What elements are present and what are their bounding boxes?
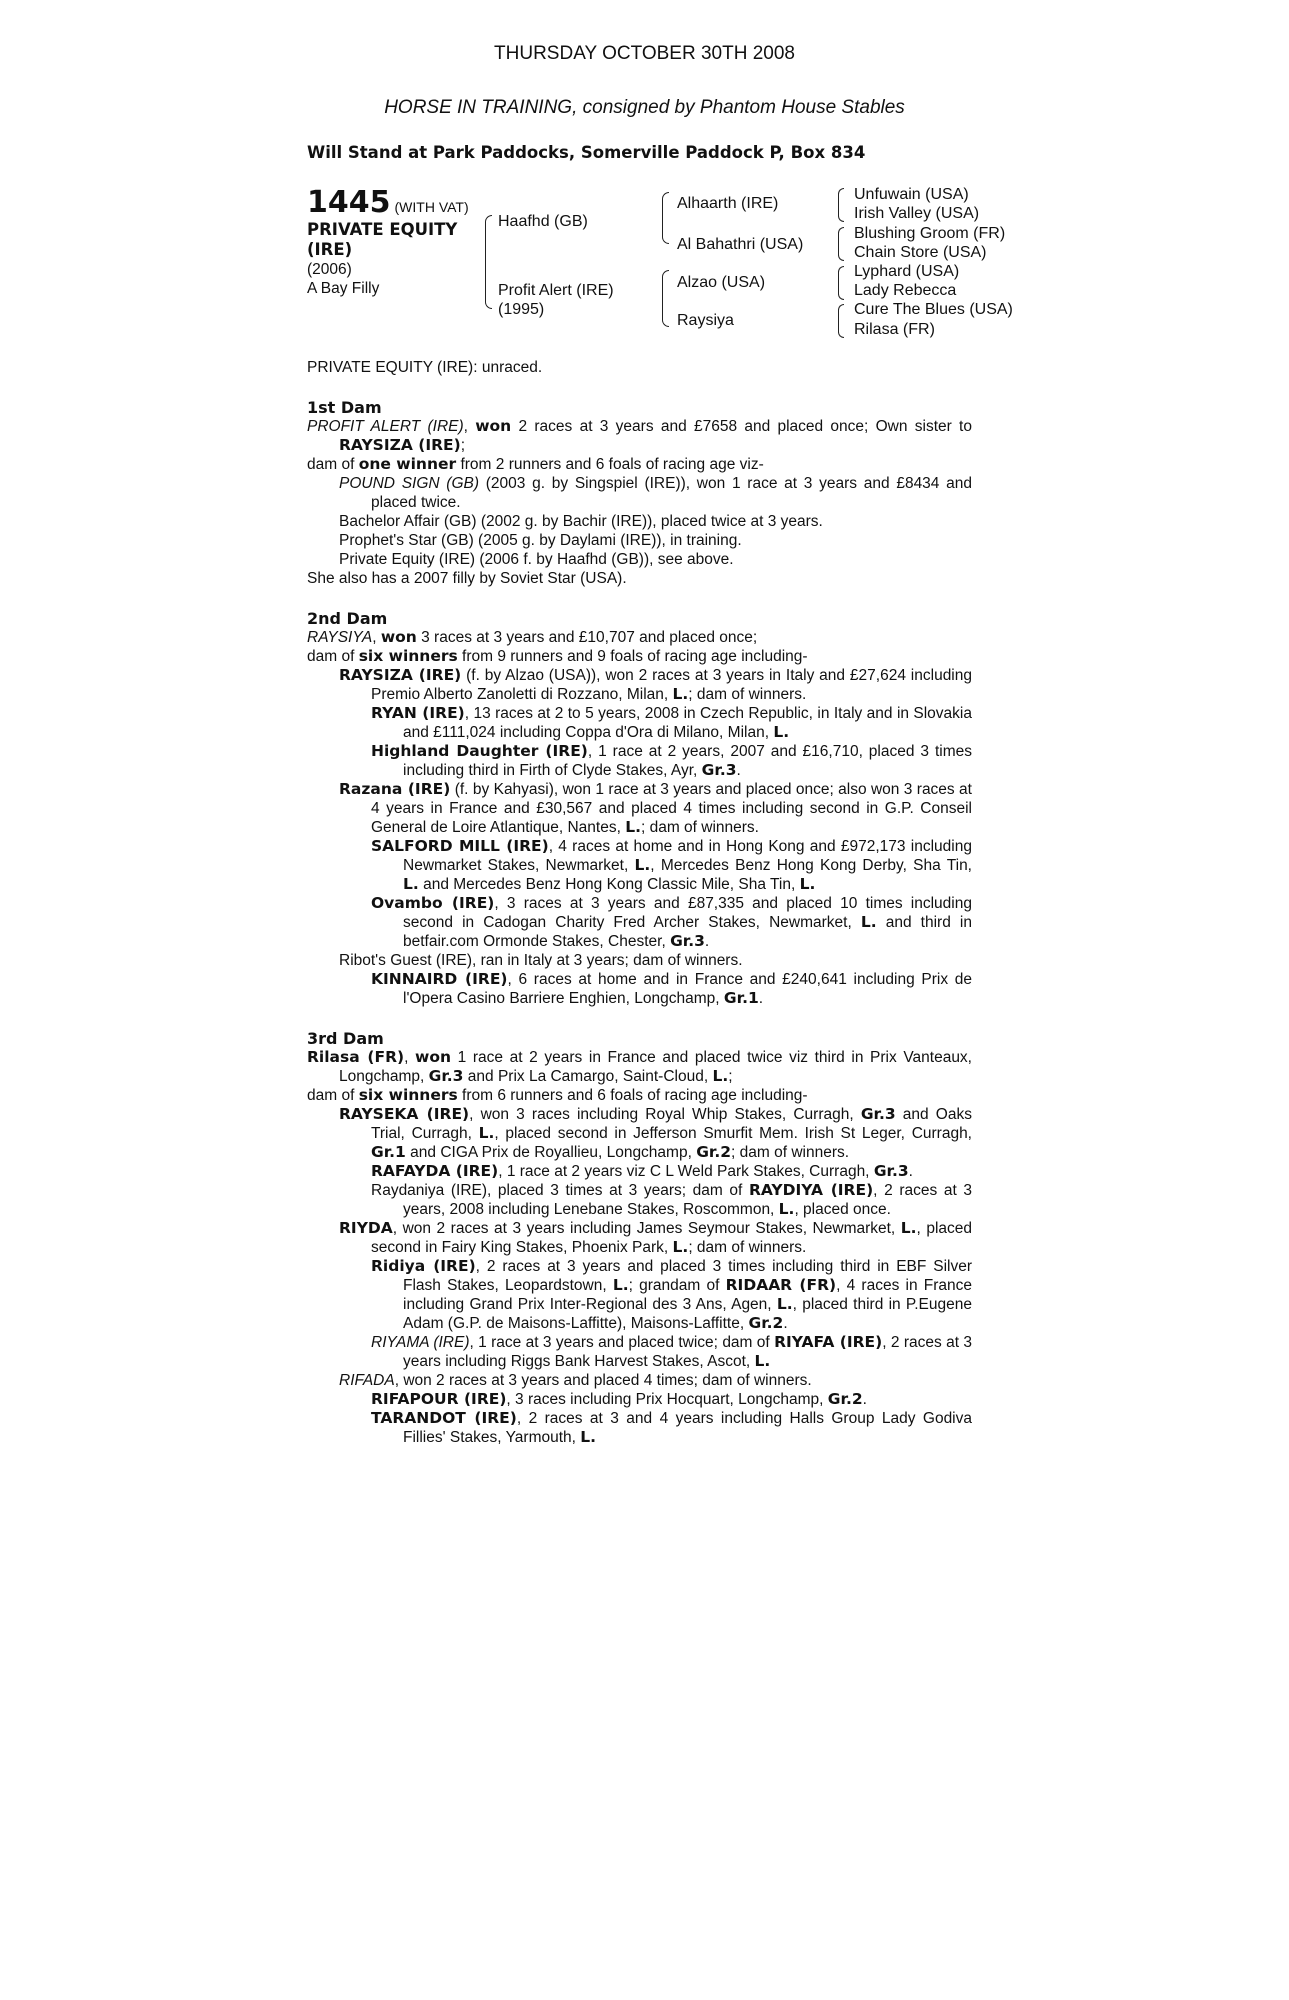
second-dam-summary: RAYSIYA, won 3 races at 3 years and £10,707 and placed once; [307, 628, 758, 646]
bracket-g56 [838, 266, 844, 300]
race-record: PRIVATE EQUITY (IRE): unraced. [307, 359, 543, 376]
second-dam-heading: 2nd Dam [307, 609, 388, 628]
lot-vat: (WITH VAT) [394, 199, 469, 215]
second-dam-grandfoal: SALFORD MILL (IRE), 4 races at home and in Hong Kong and £972,173 including Newmarket Stakes, Newmarket, L., Mercedes Benz Hong Kong Derby, Sha Tin, L. and Mercedes Benz Hong Kong Classic Mile, Sha Tin, L. [371, 837, 972, 893]
ancestor-6: Lady Rebecca [854, 282, 957, 299]
dam-dam: Raysiya [677, 312, 734, 329]
second-dam-foal: Ribot's Guest (IRE), ran in Italy at 3 years; dam of winners. [339, 952, 743, 969]
third-dam-grandfoal: RIYAMA (IRE), 1 race at 3 years and placed twice; dam of RIYAFA (IRE), 2 races at 3 years including Riggs Bank Harvest Stakes, Ascot, L. [371, 1333, 972, 1370]
third-dam-grandfoal: TARANDOT (IRE), 2 races at 3 and 4 years including Halls Group Lady Godiva Fillies' Stakes, Yarmouth, L. [371, 1409, 973, 1446]
first-dam-foal: Private Equity (IRE) (2006 f. by Haafhd (GB)), see above. [339, 551, 734, 568]
dam-year: (1995) [498, 301, 545, 318]
second-dam-foal: Razana (IRE) (f. by Kahyasi), won 1 race at 3 years and placed once; also won 3 races at 4 years in France and £30,567 and placed 4 times including second in G.P. Conseil General de Loire Atlantique, Nantes, L.; dam of winners. [339, 780, 972, 836]
bracket-g34 [838, 227, 844, 261]
first-dam-foal: Bachelor Affair (GB) (2002 g. by Bachir (IRE)), placed twice at 3 years. [339, 513, 823, 530]
first-dam-foal: Prophet's Star (GB) (2005 g. by Daylami (IRE)), in training. [339, 532, 742, 549]
third-dam-summary: Rilasa (FR), won 1 race at 2 years in France and placed twice viz third in Prix Vanteaux, Longchamp, Gr.3 and Prix La Camargo, Saint-Cloud, L.; [307, 1048, 972, 1085]
horse-description: A Bay Filly [307, 280, 380, 297]
second-dam-grandfoal: RYAN (IRE), 13 races at 2 to 5 years, 2008 in Czech Republic, in Italy and in Slovakia and £111,024 including Coppa d'Ora di Milano, Milan, L. [371, 704, 972, 741]
third-dam-foal: RIFADA, won 2 races at 3 years and placed 4 times; dam of winners. [339, 1372, 812, 1389]
dam-sire: Alzao (USA) [677, 274, 766, 291]
third-dam-grandfoal: Raydaniya (IRE), placed 3 times at 3 years; dam of RAYDIYA (IRE), 2 races at 3 years, 2008 including Lenebane Stakes, Roscommon, L., placed once. [371, 1181, 972, 1218]
pedigree-notes [307, 358, 972, 1447]
third-dam-grandfoal: RIFAPOUR (IRE), 3 races including Prix Hocquart, Longchamp, Gr.2. [371, 1390, 867, 1408]
foaling-year: (2006) [307, 261, 352, 278]
first-dam-heading: 1st Dam [307, 398, 382, 417]
ancestor-4: Chain Store (USA) [854, 244, 987, 261]
consignment-line: HORSE IN TRAINING, consigned by Phantom House Stables [384, 97, 905, 118]
second-dam-grandfoal: Ovambo (IRE), 3 races at 3 years and £87,335 and placed 10 times including second in Cadogan Charity Fred Archer Stakes, Newmarket, L. and third in betfair.com Ormonde Stakes, Chester, Gr.3. [371, 894, 972, 950]
second-dam-foal: RAYSIZA (IRE) (f. by Alzao (USA)), won 2 races at 3 years in Italy and £27,624 including Premio Alberto Zanoletti di Rozzano, Milan, L.; dam of winners. [339, 666, 972, 703]
dam: Profit Alert (IRE) [498, 282, 614, 299]
lot-number: 1445 [307, 185, 391, 220]
bracket-sire-line [662, 192, 669, 244]
stand-location: Will Stand at Park Paddocks, Somerville Paddock P, Box 834 [307, 143, 866, 162]
ancestor-7: Cure The Blues (USA) [854, 301, 1013, 318]
ancestor-2: Irish Valley (USA) [854, 205, 980, 222]
ancestor-8: Rilasa (FR) [854, 321, 935, 338]
first-dam-summary: PROFIT ALERT (IRE), won 2 races at 3 years and £7658 and placed once; Own sister to RAYSIZA (IRE); [307, 417, 972, 454]
sire: Haafhd (GB) [498, 213, 588, 230]
bracket-g78 [838, 304, 844, 338]
sire-sire: Alhaarth (IRE) [677, 195, 779, 212]
third-dam-grandfoal: RAFAYDA (IRE), 1 race at 2 years viz C L Weld Park Stakes, Curragh, Gr.3. [371, 1162, 913, 1180]
first-dam-note: She also has a 2007 filly by Soviet Star (USA). [307, 570, 627, 587]
third-dam-grandfoal: Ridiya (IRE), 2 races at 3 years and placed 3 times including third in EBF Silver Flash Stakes, Leopardstown, L.; grandam of RIDAAR (FR), 4 races in France including Grand Prix Inter-Regional des 3 Ans, Agen, L., placed third in P.Eugene Adam (G.P. de Maisons-Laffitte), Maisons-Laffitte, Gr.2. [371, 1257, 973, 1332]
first-dam-produce: dam of one winner from 2 runners and 6 foals of racing age viz- [307, 455, 764, 473]
second-dam-grandfoal: KINNAIRD (IRE), 6 races at home and in France and £240,641 including Prix de l'Opera Casino Barriere Enghien, Longchamp, Gr.1. [371, 970, 972, 1007]
second-dam-grandfoal: Highland Daughter (IRE), 1 race at 2 years, 2007 and £16,710, placed 3 times including third in Firth of Clyde Stakes, Ayr, Gr.3. [371, 742, 973, 779]
third-dam-heading: 3rd Dam [307, 1029, 384, 1048]
third-dam-produce: dam of six winners from 6 runners and 6 foals of racing age including- [307, 1086, 808, 1104]
third-dam-foal: RIYDA, won 2 races at 3 years including James Seymour Stakes, Newmarket, L., placed second in Fairy King Stakes, Phoenix Park, L.; dam of winners. [339, 1219, 972, 1256]
bracket-g12 [838, 188, 844, 222]
bracket-parents [485, 215, 492, 309]
second-dam-produce: dam of six winners from 9 runners and 9 foals of racing age including- [307, 647, 808, 665]
horse-name: PRIVATE EQUITY (IRE) [307, 220, 458, 259]
third-dam-foal: RAYSEKA (IRE), won 3 races including Royal Whip Stakes, Curragh, Gr.3 and Oaks Trial, Curragh, L., placed second in Jefferson Smurfit Mem. Irish St Leger, Curragh, Gr.1 and CIGA Prix de Royallieu, Longchamp, Gr.2; dam of winners. [339, 1105, 972, 1161]
sire-dam: Al Bahathri (USA) [677, 236, 804, 253]
lot-block [307, 186, 477, 298]
ancestor-3: Blushing Groom (FR) [854, 225, 1006, 242]
bracket-dam-line [662, 270, 669, 327]
first-dam-foal: POUND SIGN (GB) (2003 g. by Singspiel (IRE)), won 1 race at 3 years and £8434 and placed twice. [339, 475, 973, 511]
sale-date: THURSDAY OCTOBER 30TH 2008 [494, 43, 795, 64]
ancestor-1: Unfuwain (USA) [854, 186, 969, 203]
ancestor-5: Lyphard (USA) [854, 263, 960, 280]
